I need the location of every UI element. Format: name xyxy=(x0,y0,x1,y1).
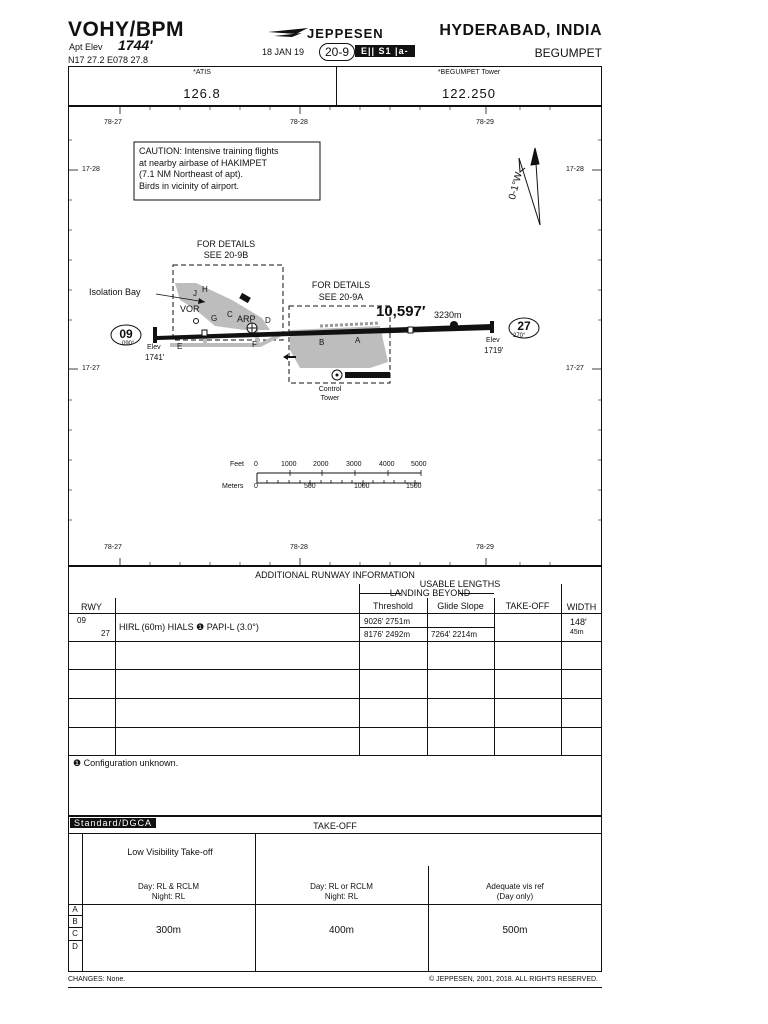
lon-top-2: 78-28 xyxy=(290,119,308,126)
runway-27-elev: 1719′ xyxy=(484,346,504,355)
detail-b-line-2: SEE 20-9B xyxy=(203,250,249,260)
airport-coordinates: N17 27.2 E078 27.8 xyxy=(68,55,149,65)
runway-length-meters: 3230m xyxy=(434,310,462,320)
north-arrow-icon xyxy=(519,148,540,225)
col2-line2: Night: RL xyxy=(324,892,359,901)
airport-name: BEGUMPET xyxy=(534,46,602,60)
city-name: HYDERABAD, INDIA xyxy=(439,22,602,39)
col2-line1: Day: RL or RCLM xyxy=(310,882,373,891)
threshold-27: 8176′ 2492m xyxy=(364,630,410,639)
caution-note xyxy=(139,146,279,192)
takeoff-title: TAKE-OFF xyxy=(313,821,357,831)
takeoff-min-2: 400m xyxy=(328,925,354,936)
lat-right-2: 17-27 xyxy=(566,365,584,372)
col1-line2: Night: RL xyxy=(151,892,186,901)
runway-27-number: 27 xyxy=(517,319,531,333)
scale-feet-label: Feet xyxy=(230,461,245,468)
column-threshold: Threshold xyxy=(372,601,414,611)
col1-line1: Day: RL & RCLM xyxy=(137,882,200,891)
threshold-09: 9026′ 2751m xyxy=(364,617,410,626)
magnetic-variation: 0-1°W xyxy=(507,171,525,201)
aircraft-cat-c: C xyxy=(72,929,78,938)
taxiway-b: B xyxy=(319,338,325,347)
vor-label: VOR xyxy=(180,304,200,314)
scale-meters-500: 500 xyxy=(304,483,316,490)
lon-top-1: 78-27 xyxy=(104,119,122,126)
taxiway-c: C xyxy=(227,310,233,319)
detail-a-line-2: SEE 20-9A xyxy=(318,292,364,302)
col3-line1: Adequate vis ref xyxy=(486,882,544,891)
brand-name: JEPPESEN xyxy=(307,26,384,41)
takeoff-min-3: 500m xyxy=(502,925,528,936)
glide-slope-27: 7264′ 2214m xyxy=(431,630,477,639)
aircraft-cat-b: B xyxy=(72,917,78,926)
lat-right-1: 17-28 xyxy=(566,166,584,173)
taxiway-e: E xyxy=(177,342,183,351)
landing-beyond-label: LANDING BEYOND xyxy=(389,588,471,598)
copyright: © JEPPESEN, 2001, 2018. ALL RIGHTS RESERVED. xyxy=(429,976,598,983)
taxiway-f: F xyxy=(252,340,257,349)
column-glide-slope: Glide Slope xyxy=(437,601,484,611)
column-width: WIDTH xyxy=(566,602,597,612)
control-tower-label-2: Tower xyxy=(320,395,340,402)
runway-lighting: HIRL (60m) HIALS ❶ PAPI-L (3.0°) xyxy=(119,622,259,632)
runway-info-title: ADDITIONAL RUNWAY INFORMATION xyxy=(255,570,415,580)
chart-index-box: E|| S1 |a- xyxy=(355,45,415,57)
detail-a-line-1: FOR DETAILS xyxy=(311,280,371,290)
aircraft-cat-a: A xyxy=(72,905,78,914)
runway-length: 10,597′ xyxy=(376,303,426,320)
low-visibility-takeoff: Low Visibility Take-off xyxy=(127,847,213,857)
standard-tag: Standard/DGCA xyxy=(70,818,156,828)
col3-line2: (Day only) xyxy=(496,892,534,901)
usable-lengths-label: USABLE LENGTHS xyxy=(419,579,501,589)
airport-ident: VOHY/BPM xyxy=(68,18,185,41)
scale-feet-0: 0 xyxy=(254,461,258,468)
taxiway-a: A xyxy=(355,336,361,345)
row-rwy-09: 09 xyxy=(77,616,86,625)
taxiway-g: G xyxy=(211,314,218,323)
tower-label: *BEGUMPET Tower xyxy=(437,69,501,76)
atis-frequency: 126.8 xyxy=(183,86,221,101)
scale-meters-1000: 1000 xyxy=(354,483,370,490)
scale-meters-1500: 1500 xyxy=(406,483,422,490)
apt-elev-label: Apt Elev xyxy=(69,42,103,52)
scale-meters-0: 0 xyxy=(254,483,258,490)
caution-line: (7.1 NM Northeast of apt). xyxy=(139,169,244,179)
isolation-bay-label: Isolation Bay xyxy=(89,287,141,297)
scale-feet-4000: 4000 xyxy=(379,461,395,468)
scale-feet-3000: 3000 xyxy=(346,461,362,468)
atis-label: *ATIS xyxy=(193,69,211,76)
runway-09-elev-label: Elev xyxy=(147,344,161,351)
scale-feet-1000: 1000 xyxy=(281,461,297,468)
runway-width-feet: 148′ xyxy=(570,617,587,627)
lon-top-3: 78-29 xyxy=(476,119,494,126)
lon-bottom-2: 78-28 xyxy=(290,544,308,551)
runway-09-number: 09 xyxy=(119,327,133,341)
configuration-note: ❶ Configuration unknown. xyxy=(73,758,179,768)
tower-frequency: 122.250 xyxy=(442,86,496,101)
scale-feet-5000: 5000 xyxy=(411,461,427,468)
aircraft-cat-d: D xyxy=(72,942,78,951)
control-tower-label-1: Control xyxy=(318,386,342,393)
runway-width-meters: 45m xyxy=(570,629,584,636)
arp-label: ARP xyxy=(237,314,256,324)
scale-feet-2000: 2000 xyxy=(313,461,329,468)
changes-note: CHANGES: None. xyxy=(68,976,126,983)
lon-bottom-1: 78-27 xyxy=(104,544,122,551)
column-takeoff: TAKE-OFF xyxy=(505,601,550,611)
runway-09-heading: 090° xyxy=(122,341,135,347)
apt-elev-value: 1744′ xyxy=(118,37,153,53)
column-rwy: RWY xyxy=(81,602,102,612)
scale-meters-label: Meters xyxy=(222,483,244,490)
lon-bottom-3: 78-29 xyxy=(476,544,494,551)
taxiway-j: J xyxy=(193,289,197,298)
lat-left-1: 17-28 xyxy=(82,166,100,173)
chart-date: 18 JAN 19 xyxy=(262,47,305,57)
lat-left-2: 17-27 xyxy=(82,365,100,372)
taxiway-d: D xyxy=(265,316,271,325)
takeoff-min-1: 300m xyxy=(155,925,181,936)
chart-number: 20-9 xyxy=(319,43,355,61)
caution-line: at nearby airbase of HAKIMPET xyxy=(139,157,268,168)
runway-27-elev-label: Elev xyxy=(486,337,500,344)
runway-09-elev: 1741′ xyxy=(145,353,165,362)
detail-b-line-1: FOR DETAILS xyxy=(196,239,256,249)
row-rwy-27: 27 xyxy=(101,629,110,638)
taxiway-h: H xyxy=(202,285,208,294)
caution-line: Birds in vicinity of airport. xyxy=(139,180,240,191)
runway-27-heading: 270° xyxy=(513,333,526,339)
caution-line: CAUTION: Intensive training flights xyxy=(139,146,279,156)
